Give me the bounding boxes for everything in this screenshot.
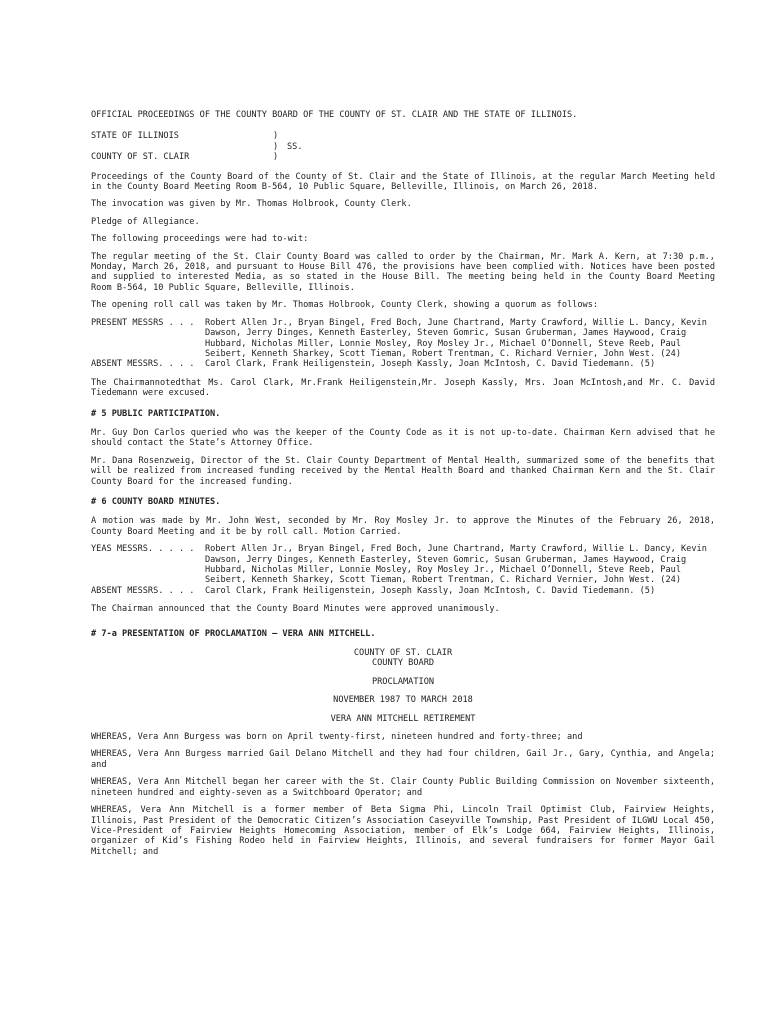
invocation-paragraph: The invocation was given by Mr. Thomas Holbrook, County Clerk. bbox=[91, 199, 412, 210]
opening-roll-paragraph: The opening roll call was taken by Mr. Thomas Holbrook, County Clerk, showing a quorum as follows: bbox=[91, 300, 599, 311]
heading-county-board-minutes: # 6 COUNTY BOARD MINUTES. bbox=[91, 496, 221, 507]
pledge-paragraph: Pledge of Allegiance. bbox=[91, 216, 200, 227]
roll-absent bbox=[91, 359, 715, 369]
state-paren-2: ) bbox=[273, 141, 279, 152]
present-names: Robert Allen Jr., Bryan Bingel, Fred Boch, June Chartrand, Marty Crawford, Willie L. Dancy, Kevin Dawson, Jerry Dinges, Kenneth Easterley, Steven Gomric, Susan Gruberman, James Haywood, Craig Hubbard, Nicholas Miller, Lonnie Mosley, Roy Mosley Jr., Michael O’Donnell, Steve Reeb, Paul Seibert, Kenneth Sharkey, Scott Tieman, Robert Trentman, C. Richard Vernier, John West. (24) bbox=[205, 317, 707, 359]
county-label: COUNTY OF ST. CLAIR bbox=[91, 152, 190, 163]
announced-paragraph: The Chairman announced that the County Board Minutes were approved unanimously. bbox=[91, 604, 500, 615]
roll-call-minutes bbox=[91, 544, 715, 596]
absent-label-2: ABSENT MESSRS. . . . bbox=[91, 585, 195, 596]
proclamation-subject: VERA ANN MITCHELL RETIREMENT bbox=[330, 713, 476, 724]
proclamation-label: PROCLAMATION bbox=[371, 676, 435, 687]
whereas-3: WHEREAS, Vera Ann Mitchell began her career with the St. Clair County Public Building Commission on November sixteenth, nineteen hundred and eighty-seven as a Switchboard Operator; and bbox=[91, 777, 715, 798]
whereas-2: WHEREAS, Vera Ann Burgess married Gail Delano Mitchell and they had four children, Gail Jr., Gary, Cynthia, and Angela; and bbox=[91, 749, 715, 770]
state-county-block bbox=[91, 131, 715, 162]
chairman-noted-paragraph: The Chairmannotedthat Ms. Carol Clark, Mr.Frank Heiligenstein,Mr. Joseph Kassly, Mrs. Joan McIntosh,and Mr. C. David Tiedemann were excused. bbox=[91, 377, 715, 399]
absent-label: ABSENT MESSRS. . . . bbox=[91, 359, 195, 370]
yeas-label: YEAS MESSRS. . . . . bbox=[91, 544, 195, 555]
roll-call-opening bbox=[91, 318, 715, 370]
dana-paragraph: Mr. Dana Rosenzweig, Director of the St. Clair County Department of Mental Health, summarized some of the benefits that will be realized from increased funding received by the Mental Health Board and thanked Chairman Kern and the St. Clair County Board for the increased funding. bbox=[91, 455, 715, 487]
whereas-4: WHEREAS, Vera Ann Mitchell is a former member of Beta Sigma Phi, Lincoln Trail Optimist Club, Fairview Heights, Illinois, Past President of the Democratic Citizen’s Association Caseyville Township, Past President of ILGWU Local 450, Vice-President of Fairview Heights Homecoming Association, member of Elk’s Lodge 664, Fairview Heights, Illinois, organizer of Kid’s Fishing Rodeo held in Fairview Heights, Illinois, and several fundraisers for former Mayor Gail Mitchell; and bbox=[91, 805, 715, 857]
roll-absent-2 bbox=[91, 586, 715, 596]
roll-present bbox=[91, 318, 715, 360]
proclamation-dates: NOVEMBER 1987 TO MARCH 2018 bbox=[333, 695, 473, 706]
proclamation-board: COUNTY BOARD bbox=[371, 658, 435, 669]
motion-paragraph: A motion was made by Mr. John West, seconded by Mr. Roy Mosley Jr. to approve the Minutes of the February 26, 2018, County Board Meeting and it be by roll call. Motion Carried. bbox=[91, 516, 715, 537]
roll-yeas bbox=[91, 544, 715, 586]
proclamation-county: COUNTY OF ST. CLAIR bbox=[353, 648, 453, 659]
document-title: OFFICIAL PROCEEDINGS OF THE COUNTY BOARD OF THE COUNTY OF ST. CLAIR AND THE STATE OF ILLINOIS. bbox=[91, 110, 578, 120]
regular-meeting-paragraph: The regular meeting of the St. Clair County Board was called to order by the Chairman, Mr. Mark A. Kern, at 7:30 p.m., Monday, March 26, 2018, and pursuant to House Bill 476, the provisions have been complied with. Notices have been posted and supplied to interested Media, as so stated in the House Bill. The meeting being held in the County Board Meeting Room B-564, 10 Public Square, Belleville, Illinois. bbox=[91, 251, 715, 293]
state-paren-3: ) bbox=[273, 152, 279, 163]
heading-public-participation: # 5 PUBLIC PARTICIPATION. bbox=[91, 408, 221, 419]
state-paren-1: ) bbox=[273, 131, 279, 142]
absent-names-2: Carol Clark, Frank Heiligenstein, Joseph Kassly, Joan McIntosh, C. David Tiedemann. (5) bbox=[205, 585, 656, 596]
yeas-names: Robert Allen Jr., Bryan Bingel, Fred Boch, June Chartrand, Marty Crawford, Willie L. Dancy, Kevin Dawson, Jerry Dinges, Kenneth Easterley, Steven Gomric, Susan Gruberman, James Haywood, Craig Hubbard, Nicholas Miller, Lonnie Mosley, Roy Mosley Jr., Michael O’Donnell, Steve Reeb, Paul Seibert, Kenneth Sharkey, Scott Tieman, Robert Trentman, C. Richard Vernier, John West. (24) bbox=[205, 544, 707, 586]
ss-label: SS. bbox=[287, 141, 303, 152]
proceedings-paragraph: Proceedings of the County Board of the County of St. Clair and the State of Illinois, at the regular March Meeting held in the County Board Meeting Room B-564, 10 Public Square, Belleville, Illinois, on March 26, 2018. bbox=[91, 171, 715, 193]
absent-names: Carol Clark, Frank Heiligenstein, Joseph Kassly, Joan McIntosh, C. David Tiedemann. (5) bbox=[205, 359, 656, 370]
present-label: PRESENT MESSRS . . . bbox=[91, 317, 195, 328]
guy-don-carlos-paragraph: Mr. Guy Don Carlos queried who was the keeper of the County Code as it is not up-to-date. Chairman Kern advised that he should contact the State’s Attorney Office. bbox=[91, 427, 715, 449]
heading-proclamation: # 7-a PRESENTATION OF PROCLAMATION – VERA ANN MITCHELL. bbox=[91, 628, 376, 639]
whereas-1: WHEREAS, Vera Ann Burgess was born on April twenty-first, nineteen hundred and forty-three; and bbox=[91, 732, 583, 743]
following-paragraph: The following proceedings were had to-wit: bbox=[91, 234, 309, 245]
state-label: STATE OF ILLINOIS bbox=[91, 131, 179, 142]
